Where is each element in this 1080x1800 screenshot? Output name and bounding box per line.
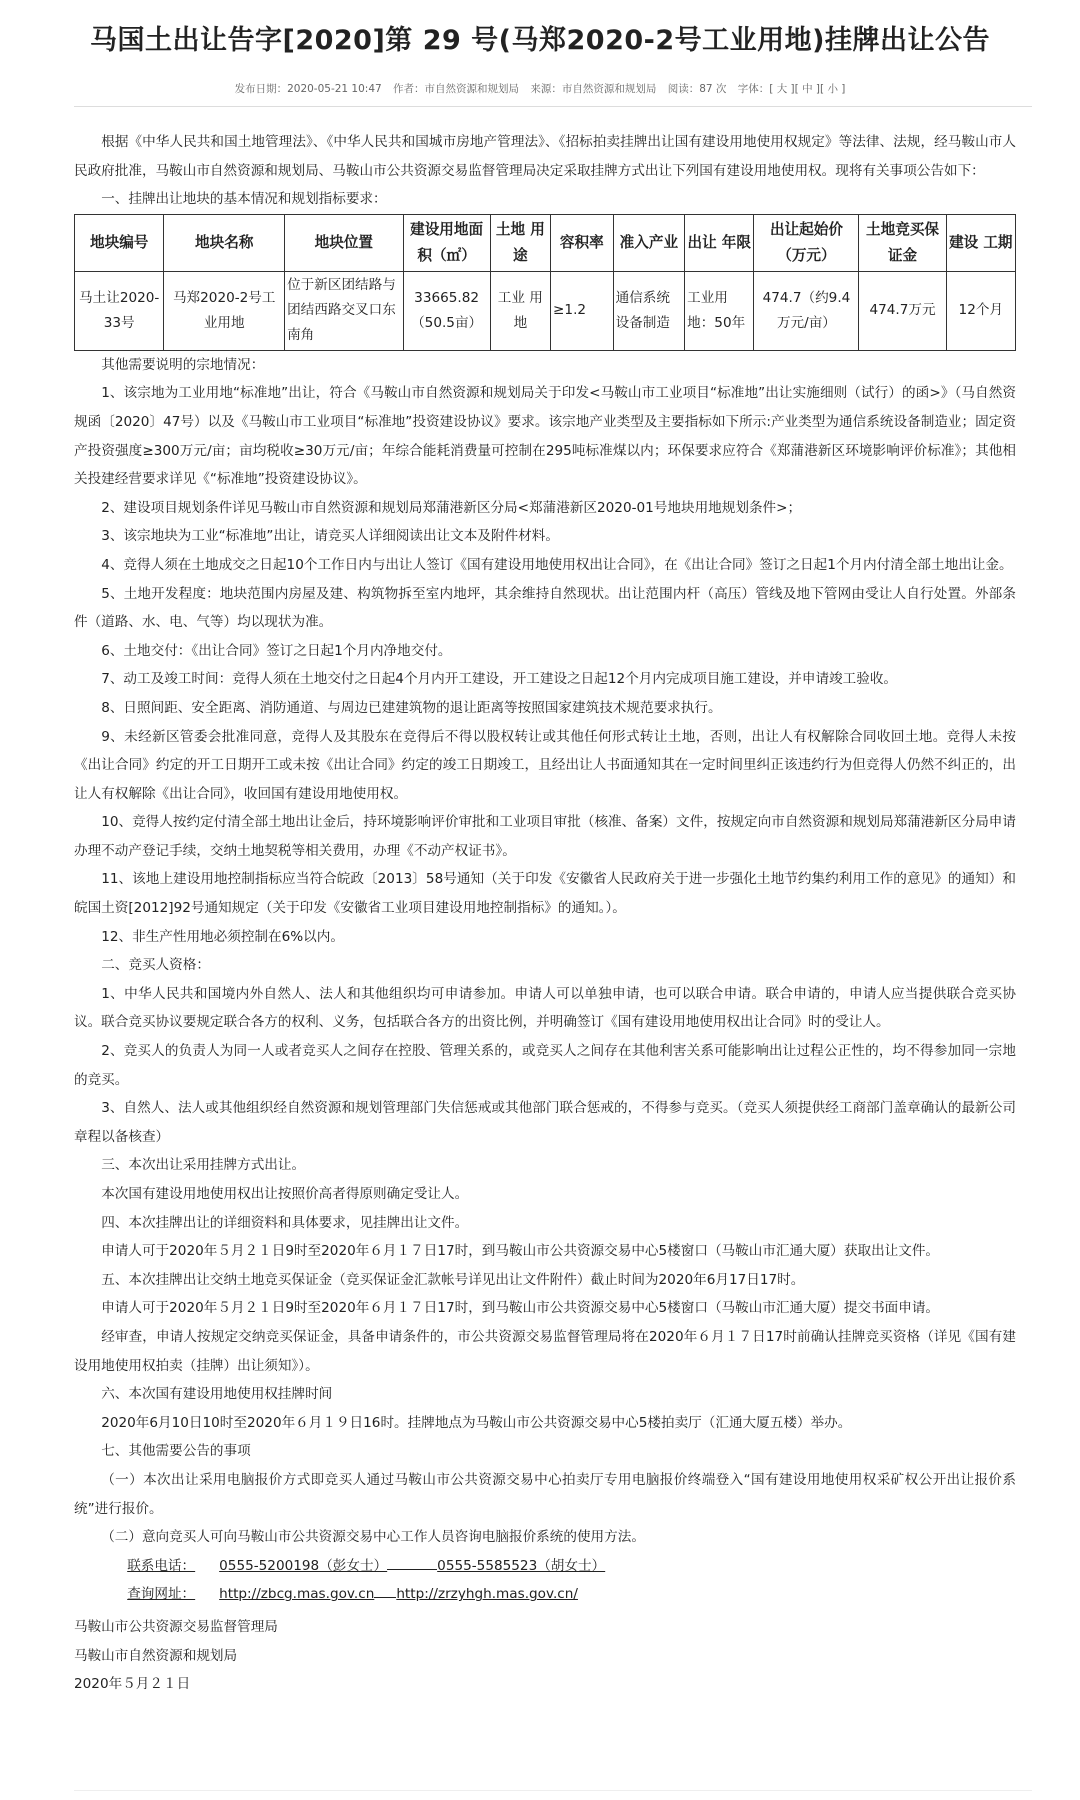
list-item: 11、该地上建设用地控制指标应当符合皖政〔2013〕58号通知（关于印发《安徽省人民政府关于进一步强化土地节约集约利用工作的意见》的通知）和皖国土资[2012]92号通知规定（关于印发《安徽省工业项目建设用地控制指标》的通知。）。 [74, 871, 1016, 917]
font-medium-button[interactable]: [ 中 ] [794, 83, 821, 95]
section-1-heading: 一、挂牌出让地块的基本情况和规划指标要求： [101, 191, 387, 208]
table-header-cell: 地块名称 [164, 214, 285, 271]
section-5-heading: 五、本次挂牌出让交纳土地竞买保证金（竞买保证金汇款帐号详见出让文件附件）截止时间为2020年6月17日17时。 [101, 1271, 805, 1288]
publish-date: 2020-05-21 10:47 [287, 83, 382, 95]
list-item: 12、非生产性用地必须控制在6%以内。 [101, 928, 344, 945]
list-item: 1、中华人民共和国境内外自然人、法人和其他组织均可申请参加。申请人可以单独申请，也可以联合申请。联合申请的，申请人应当提供联合竞买协议。联合竞买协议要规定联合各方的权利、义务，包括联合各方的出资比例，并明确签订《国有建设用地使用权出让合同》时的受让人。 [74, 985, 1016, 1031]
publish-date-label: 发布日期： [234, 83, 288, 95]
views-count: 87 次 [699, 83, 727, 95]
list-item: 5、土地开发程度：地块范围内房屋及建、构筑物拆至室内地坪，其余维持自然现状。出让范围内杆（高压）管线及地下管网由受让人自行处置。外部条件（道路、水、电、气等）均以现状为准。 [74, 585, 1016, 631]
views-label: 阅读： [667, 83, 700, 95]
list-item: 4、竞得人须在土地成交之日起10个工作日内与出让人签订《国有建设用地使用权出让合同》，在《出让合同》签订之日起1个月内付清全部土地出让金。 [101, 556, 1013, 573]
phone-number-2: 0555-5585523（胡女士） [437, 1557, 606, 1574]
table-header-cell: 建设 工期 [946, 214, 1015, 271]
header-divider [74, 106, 1032, 107]
font-small-button[interactable]: [ 小 ] [820, 83, 846, 95]
article-body [74, 128, 1016, 1699]
web-label: 查询网址： [127, 1586, 196, 1603]
contact-web-line [100, 1580, 1016, 1609]
url-link-2[interactable]: http://zrzyhgh.mas.gov.cn/ [396, 1586, 578, 1603]
section-6-text: 2020年6月10日10时至2020年６月１９日16时。挂牌地点为马鞍山市公共资源交易中心5楼拍卖厅（汇通大厦五楼）举办。 [101, 1414, 852, 1431]
table-cell: ≥1.2 [551, 271, 614, 350]
table-cell: 马土让2020-33号 [75, 271, 164, 350]
section-3-text: 本次国有建设用地使用权出让按照价高者得原则确定受让人。 [101, 1186, 469, 1202]
table-cell: 474.7（约9.4万元/亩） [754, 271, 859, 350]
source-label: 来源： [530, 83, 562, 95]
article-meta [0, 81, 1080, 96]
table-cell: 工业 用地 [490, 271, 550, 350]
table-header-row [75, 214, 1016, 271]
table-header-cell: 土地 用途 [490, 214, 550, 271]
table-row [75, 271, 1016, 350]
list-item: 6、土地交付：《出让合同》签订之日起1个月内净地交付。 [101, 642, 452, 659]
url-link-1[interactable]: http://zbcg.mas.gov.cn [219, 1586, 375, 1603]
section-4-heading: 四、本次挂牌出让的详细资料和具体要求，见挂牌出让文件。 [101, 1214, 469, 1231]
list-item: 1、该宗地为工业用地“标准地”出让，符合《马鞍山市自然资源和规划局关于印发<马鞍山市工业项目“标准地”出让实施细则（试行）的函>》（马自然资规函〔2020〕47号）以及《马鞍山市工业项目“标准地”投资建设协议》要求。该宗地产业类型及主要指标如下所示:产业类型为通信系统设备制造业；固定资产投资强度≥300万元/亩；亩均税收≥30万元/亩；年综合能耗消费量可控制在295吨标准煤以内；环保要求应符合《郑蒲港新区环境影响评价标准》；其他相关投建经营要求详见《“标准地”投资建设协议》。 [74, 385, 1016, 488]
phone-label: 联系电话： [127, 1557, 196, 1574]
list-item: 2、建设项目规划条件详见马鞍山市自然资源和规划局郑蒲港新区分局<郑蒲港新区2020-01号地块用地规划条件>； [101, 499, 802, 516]
contact-phone-line [100, 1552, 1016, 1581]
table-header-cell: 建设用地面积（㎡） [403, 214, 490, 271]
table-cell: 通信系统设备制造 [613, 271, 685, 350]
table-cell: 工业用地：50年 [685, 271, 754, 350]
source: 市自然资源和规划局 [561, 83, 657, 95]
list-item: 7、动工及竣工时间：竞得人须在土地交付之日起4个月内开工建设，开工建设之日起12个月内完成项目施工建设，并申请竣工验收。 [101, 671, 898, 688]
font-size-label: 字体： [737, 83, 770, 95]
table-cell: 33665.82（50.5亩） [403, 271, 490, 350]
section-5-text: 经审查，申请人按规定交纳竞买保证金，具备申请条件的，市公共资源交易监督管理局将在2020年６月１７日17时前确认挂牌竞买资格（详见《国有建设用地使用权拍卖（挂牌）出让须知》）。 [74, 1328, 1016, 1374]
table-cell: 位于新区团结路与团结西路交叉口东南角 [285, 271, 403, 350]
list-item: 3、该宗地块为工业“标准地”出让，请竞买人详细阅读出让文本及附件材料。 [101, 528, 559, 545]
phone-number-1: 0555-5200198（彭女士） [219, 1557, 388, 1574]
land-info-table [74, 214, 1016, 351]
section-5-text: 申请人可于2020年５月２１日9时至2020年６月１７日17时，到马鞍山市公共资源交易中心5楼窗口（马鞍山市汇通大厦）提交书面申请。 [101, 1300, 940, 1317]
table-cell: 12个月 [946, 271, 1015, 350]
other-info-heading: 其他需要说明的宗地情况： [101, 356, 265, 373]
author: 市自然资源和规划局 [424, 83, 520, 95]
list-item: 3、自然人、法人或其他组织经自然资源和规划管理部门失信惩戒或其他部门联合惩戒的，不得参与竞买。（竞买人须提供经工商部门盖章确认的最新公司章程以备核查） [74, 1100, 1016, 1145]
table-cell: 马郑2020-2号工业用地 [164, 271, 285, 350]
table-header-cell: 准入产业 [613, 214, 685, 271]
list-item: （一）本次出让采用电脑报价方式即竞买人通过马鞍山市公共资源交易中心拍卖厅专用电脑报价终端登入“国有建设用地使用权采矿权公开出让报价系统”进行报价。 [74, 1471, 1016, 1517]
table-header-cell: 出让 年限 [685, 214, 754, 271]
page-title: 马国土出让告字[2020]第 29 号(马郑2020-2号工业用地)挂牌出让公告 [89, 25, 991, 56]
author-label: 作者： [393, 83, 425, 95]
list-item: 8、日照间距、安全距离、消防通道、与周边已建建筑物的退让距离等按照国家建筑技术规范要求执行。 [101, 699, 722, 716]
table-header-cell: 地块编号 [75, 214, 164, 271]
table-header-cell: 地块位置 [285, 214, 403, 271]
table-header-cell: 容积率 [551, 214, 614, 271]
signature-line: 马鞍山市公共资源交易监督管理局 [74, 1618, 278, 1635]
table-cell: 474.7万元 [859, 271, 946, 350]
footer-divider [74, 1790, 1032, 1791]
signature-line: 马鞍山市自然资源和规划局 [74, 1647, 238, 1664]
list-item: 2、竞买人的负责人为同一人或者竞买人之间存在控股、管理关系的，或竞买人之间存在其他利害关系可能影响出让过程公正性的，均不得参加同一宗地的竞买。 [74, 1043, 1016, 1088]
table-header-cell: 土地竞买保证金 [859, 214, 946, 271]
table-header-cell: 出让起始价（万元） [754, 214, 859, 271]
list-item: （二）意向竞买人可向马鞍山市公共资源交易中心工作人员咨询电脑报价系统的使用方法。 [101, 1529, 645, 1546]
font-large-button[interactable]: [ 大 ] [769, 83, 795, 95]
section-3-heading: 三、本次出让采用挂牌方式出让。 [101, 1157, 306, 1174]
intro-paragraph: 根据《中华人民共和国土地管理法》、《中华人民共和国城市房地产管理法》、《招标拍卖挂牌出让国有建设用地使用权规定》等法律、法规，经马鞍山市人民政府批准，马鞍山市自然资源和规划局、马鞍山市公共资源交易监督管理局决定采取挂牌方式出让下列国有建设用地使用权。现将有关事项公告如下： [74, 134, 1016, 179]
section-2-heading: 二、竞买人资格： [101, 957, 210, 974]
list-item: 9、未经新区管委会批准同意，竞得人及其股东在竞得后不得以股权转让或其他任何形式转让土地，否则，出让人有权解除合同收回土地。竞得人未按《出让合同》约定的开工日期开工或未按《出让合同》约定的竣工日期竣工，且经出让人书面通知其在一定时间里纠正该违约行为但竞得人仍然不纠正的，出让人有权解除《出让合同》，收回国有建设用地使用权。 [74, 728, 1016, 802]
list-item: 10、竞得人按约定付清全部土地出让金后，持环境影响评价审批和工业项目审批（核准、备案）文件，按规定向市自然资源和规划局郑蒲港新区分局申请办理不动产登记手续，交纳土地契税等相关费用，办理《不动产权证书》。 [74, 814, 1016, 859]
section-7-heading: 七、其他需要公告的事项 [101, 1443, 251, 1460]
section-6-heading: 六、本次国有建设用地使用权挂牌时间 [101, 1386, 333, 1403]
signature-date: 2020年５月２１日 [74, 1676, 191, 1693]
section-4-text: 申请人可于2020年５月２１日9时至2020年６月１７日17时，到马鞍山市公共资源交易中心5楼窗口（马鞍山市汇通大厦）获取出让文件。 [101, 1243, 940, 1260]
